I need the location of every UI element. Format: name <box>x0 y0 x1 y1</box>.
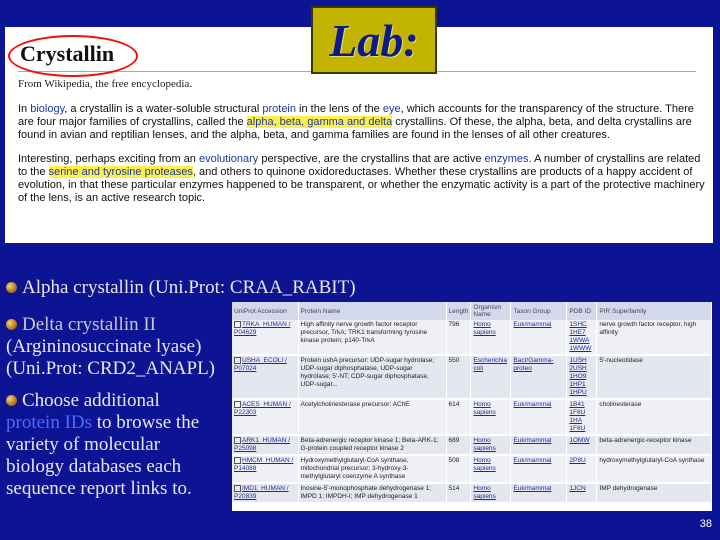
table-row <box>232 320 712 355</box>
protein-name-cell: Hydroxymethylglutaryl-CoA synthase, mitochondrial precursor; 3-hydroxy-3-methylglutaryl coenzyme A synthase <box>298 455 446 483</box>
wiki-source: From Wikipedia, the free encyclopedia. <box>18 78 193 90</box>
organism-cell[interactable]: Homo sapiens <box>471 435 511 455</box>
table-row <box>232 399 712 435</box>
choose-line-4: biology databases each <box>6 456 182 477</box>
row-checkbox[interactable] <box>234 321 241 328</box>
protein-results-table <box>232 302 712 511</box>
length-cell: 550 <box>446 355 471 399</box>
superfamily-cell: 5'-nucleotidase <box>597 355 712 399</box>
lab-label-box <box>311 6 437 74</box>
row-checkbox[interactable] <box>234 437 241 444</box>
organism-cell[interactable]: Escherichia coli <box>471 355 511 399</box>
bullet-delta <box>6 314 215 380</box>
protein-ids-link[interactable]: protein IDs <box>6 412 93 433</box>
bullet-icon <box>6 395 17 406</box>
table-row <box>232 435 712 455</box>
wiki-paragraph-2 <box>18 153 708 205</box>
wiki-link[interactable]: biology <box>30 103 65 115</box>
protein-name-cell: Inosine-5'-monophosphate dehydrogenase 1; IMPD 1; IMPDH-I; IMP dehydrogenase 1 <box>298 483 446 503</box>
table-row <box>232 455 712 483</box>
accession-cell[interactable] <box>232 355 298 399</box>
accession-link[interactable]: ACES_HUMAN / P22303 <box>234 401 291 417</box>
organism-cell[interactable]: Homo sapiens <box>471 455 511 483</box>
accession-cell[interactable] <box>232 483 298 503</box>
bullet-alpha <box>6 277 356 299</box>
wiki-paragraph-1 <box>18 103 708 142</box>
wiki-link[interactable]: eye <box>382 103 401 115</box>
row-checkbox[interactable] <box>234 401 241 408</box>
lab-label: Lab: <box>329 14 419 66</box>
pdb-cell[interactable]: 1JCN <box>567 483 597 503</box>
protein-name-cell: Beta-adrenergic receptor kinase 1; Beta-ARK-1; G-protein coupled receptor kinase 2 <box>298 435 446 455</box>
bullet-choose <box>6 390 199 500</box>
table-row <box>232 355 712 399</box>
accession-link[interactable]: HMCM_HUMAN / P14088 <box>234 457 294 473</box>
taxon-cell[interactable]: Euk/mammal <box>511 435 567 455</box>
alpha-uniprot-id: (Uni.Prot: CRAA_RABIT) <box>148 277 356 298</box>
pdb-cell[interactable]: 1OMW <box>567 435 597 455</box>
pdb-cell[interactable]: 1USH 2USH 1HO9 1HP1 1HPU <box>567 355 597 399</box>
organism-cell[interactable]: Homo sapiens <box>471 483 511 503</box>
wiki-link[interactable]: protein <box>262 103 296 115</box>
pdb-cell[interactable]: 1SHC 1HE7 1WWA 1WWW <box>567 320 597 355</box>
alpha-name: Alpha crystallin <box>22 277 144 298</box>
length-cell: 614 <box>446 399 471 435</box>
taxon-cell[interactable]: Euk/mammal <box>511 320 567 355</box>
row-checkbox[interactable] <box>234 485 241 492</box>
table-body <box>232 320 712 503</box>
length-cell: 508 <box>446 455 471 483</box>
wiki-text: crystallins. Of these, the alpha, beta, and delta crystallins are found in avian and reptilian lenses, and the alpha, beta, and gamma families are found in the lenses of all other creatures. <box>18 116 692 141</box>
row-checkbox[interactable] <box>234 457 241 464</box>
superfamily-cell: IMP dehydrogenase <box>597 483 712 503</box>
accession-cell[interactable] <box>232 435 298 455</box>
protein-name-cell: Protein ushA precursor: UDP-sugar hydrolase; UDP-sugar diphosphatase, UDP-sugar hydrolase; 5'-NT; CDP-sugar diphosphatase, UDP-sugar... <box>298 355 446 399</box>
wiki-text: , a crystallin is a water-soluble structural <box>64 103 263 115</box>
taxon-cell[interactable]: Bact/Gamma-proteo <box>511 355 567 399</box>
wiki-text: In <box>18 103 31 115</box>
column-header[interactable]: Protein Name <box>298 302 446 320</box>
wiki-text: perspective, are the crystallins that are active <box>258 153 485 165</box>
accession-cell[interactable] <box>232 455 298 483</box>
protein-name-cell: Acetylcholinesterase precursor: AChE <box>298 399 446 435</box>
column-header[interactable]: Organism Name <box>471 302 511 320</box>
delta-line-1: Delta crystallin II <box>22 314 157 335</box>
bullet-icon <box>6 282 17 293</box>
accession-link[interactable]: ARK1_HUMAN / P25098 <box>234 437 291 453</box>
length-cell: 514 <box>446 483 471 503</box>
wiki-text: , which accounts for the transparency of the structure. There are four major families of crystallins, called the <box>18 103 694 128</box>
superfamily-cell: cholinesterase <box>597 399 712 435</box>
length-cell: 689 <box>446 435 471 455</box>
accession-cell[interactable] <box>232 399 298 435</box>
column-header[interactable]: PIR Superfamily <box>597 302 712 320</box>
superfamily-cell: hydroxymethylglutaryl-CoA synthase <box>597 455 712 483</box>
accession-link[interactable]: USHA_ECOLI / P07024 <box>234 357 287 373</box>
pdb-cell[interactable]: 2P8U <box>567 455 597 483</box>
organism-cell[interactable]: Homo sapiens <box>471 320 511 355</box>
length-cell: 796 <box>446 320 471 355</box>
page-number: 38 <box>699 518 712 530</box>
wiki-text: . A number of crystallins are related to the <box>18 153 701 178</box>
wiki-title: Crystallin <box>20 41 115 66</box>
wiki-title-wrap <box>18 41 114 67</box>
table-header <box>232 302 712 320</box>
delta-line-2: (Argininosuccinate lyase) <box>6 336 202 357</box>
superfamily-cell: beta-adrenergic-receptor kinase <box>597 435 712 455</box>
accession-link[interactable]: IMD1_HUMAN / P20839 <box>234 485 289 501</box>
delta-line-3: (Uni.Prot: CRD2_ANAPL) <box>6 358 216 379</box>
column-header[interactable]: Length <box>446 302 471 320</box>
taxon-cell[interactable]: Euk/mammal <box>511 455 567 483</box>
wiki-link[interactable]: alpha, beta, gamma and delta <box>246 116 393 128</box>
pdb-cell[interactable]: 1B41 1F8U 1HA 1F8U <box>567 399 597 435</box>
protein-name-cell: High affinity nerve growth factor receptor precursor, TrkA; TRK1 transforming tyrosine kinase protein; p140-TrkA <box>298 320 446 355</box>
accession-cell[interactable] <box>232 320 298 355</box>
wiki-link[interactable]: evolutionary <box>198 153 259 165</box>
wiki-text: Interesting, perhaps exciting from an <box>18 153 199 165</box>
choose-line-3: variety of molecular <box>6 434 161 455</box>
table-row <box>232 483 712 503</box>
taxon-cell[interactable]: Euk/mammal <box>511 399 567 435</box>
accession-link[interactable]: TRKA_HUMAN / P04629 <box>234 321 291 337</box>
organism-cell[interactable]: Homo sapiens <box>471 399 511 435</box>
choose-line-5: sequence report links to. <box>6 478 192 499</box>
row-checkbox[interactable] <box>234 357 241 364</box>
column-header[interactable]: Taxon Group <box>511 302 567 320</box>
bullet-icon <box>6 319 17 330</box>
taxon-cell[interactable]: Euk/mammal <box>511 483 567 503</box>
wiki-link[interactable]: serine and tyrosine proteases <box>48 166 193 178</box>
column-header[interactable]: UniProt Accession <box>232 302 298 320</box>
wiki-text: , and others to quinone oxidoreductases. Whether these crystallins are products of a happy accident of evolution, in that these particular enzymes happened to be transparent, or whether the enzymatic activity is a part of the protective machinery of the lens, is an active research topic. <box>18 166 705 204</box>
choose-line-1: Choose additional <box>22 390 160 411</box>
wiki-link[interactable]: enzymes <box>484 153 529 165</box>
superfamily-cell: nerve growth factor receptor, high affinity <box>597 320 712 355</box>
wiki-text: in the lens of the <box>296 103 383 115</box>
choose-line-2: to browse the <box>92 412 200 433</box>
column-header[interactable]: PDB ID <box>567 302 597 320</box>
